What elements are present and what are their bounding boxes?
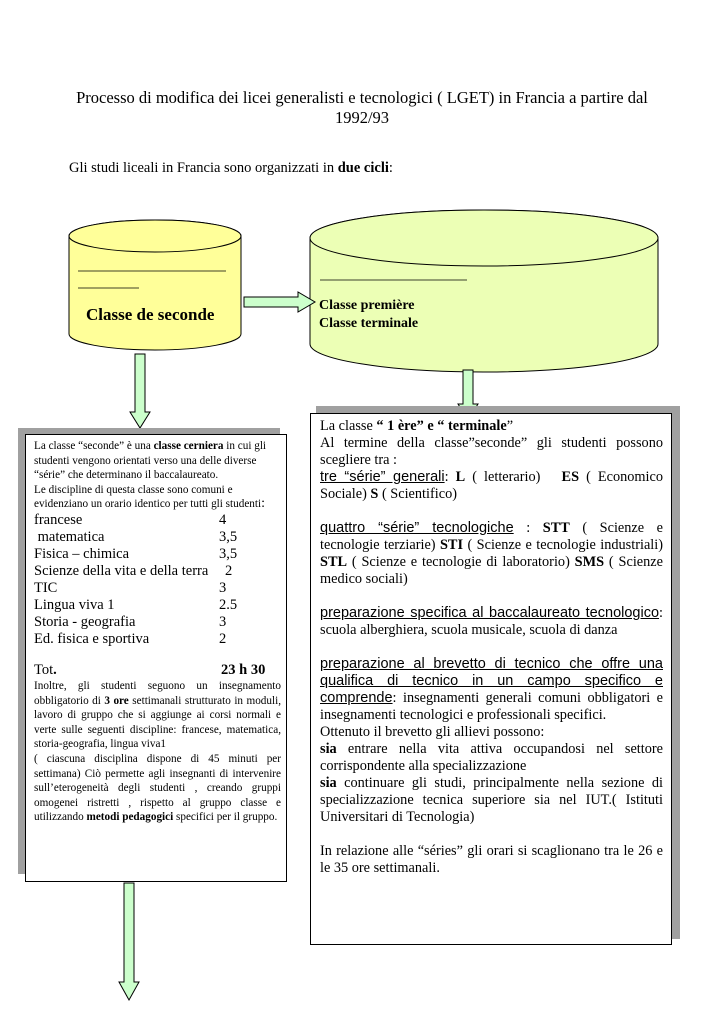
subject-row: Storia - geografia 3 [34,613,227,630]
intro-colon: : [388,160,393,176]
left-text-box [25,434,287,882]
arrow-down-bottom [119,883,139,1000]
intro-bold: due cicli [337,160,389,176]
cylinder-left [69,220,241,350]
page-title: Processo di modifica dei licei generalisti e tecnologici ( LGET) in Francia a partire dal 1992/93 [76,88,648,127]
cycle-right-line2: Classe terminale [319,316,419,331]
left-paragraph-2: Le discipline di questa classe sono comuni e evidenziano un orario identico per tutti gli studenti: [34,483,266,512]
subject-row: francese 4 [34,511,227,528]
right-text-box [310,413,672,945]
series-general: tre “série” generali: L ( letterario) ES ( Economico Sociale) S ( Scientifico) [320,469,663,502]
baccalaureate-prep: preparazione specifica al baccalaureato tecnologico: scuola alberghiera, scuola musicale, scuola di danza [320,605,663,638]
subject-row: Scienze della vita e della terra 2 [34,562,233,579]
arrow-down-left [130,354,150,428]
left-paragraph-3: Inoltre, gli studenti seguono un insegnamento obbligatorio di 3 ore settimanali strutturato in moduli, lavoro di gruppo che si aggiunge ai corsi normali e verte sulle seguenti discipline: francese, matematica, storia-geografia, lingua viva1 [34,679,281,751]
subject-row: Fisica – chimica 3,5 [34,545,238,562]
subject-row: TIC 3 [34,579,227,596]
cycle-right-line1: Classe première [319,298,415,313]
arrow-right [244,292,315,312]
series-technological: quattro “série” tecnologiche : STT ( Scienze e tecnologie terziarie) STI ( Scienze e tecnologie industriali) STL ( Scienze e tecnologie di laboratorio) SMS ( Scienze medico sociali) [320,520,664,587]
technician-certificate: preparazione al brevetto di tecnico che offre una qualifica di tecnico in un campo specifico e comprende: insegnamenti generali comuni obbligatori e insegnamenti tecnologici e professionali specifici. Ottenuto il brevetto gli allievi possono: sia entrare nella vita attiva occupandosi nel settore corrispondente alla specializzazione sia continuare gli studi, principalmente nella sezione di specializzazione tecnica superiore sia nel IUT.( Istituti Universitari di Tecnologia) [320,656,663,825]
intro-text-a: Gli studi liceali in Francia sono organizzati in [69,160,338,176]
right-intro: La classe “ 1 ère” e “ terminale” Al termine della classe”seconde” gli studenti possono scegliere tra : [320,418,663,468]
cycle-right-label [319,297,418,333]
total-row: Tot. 23 h 30 [34,661,266,678]
subject-row: Lingua viva 1 2.5 [34,596,238,613]
subject-list [34,512,281,648]
left-paragraph-4: ( ciascuna disciplina dispone di 45 minuti per settimana) Ciò permette agli insegnanti di intervenire sull’eterogeneità degli studenti , creando gruppi omogenei ristretti , rispetto al gruppo classe e utilizzando metodi pedagogici specifici per il gruppo. [34,752,281,824]
cylinder-right [310,210,658,372]
subject-row: Ed. fisica e sportiva 2 [34,630,227,647]
cycle-left-label: Classe de seconde [86,305,215,324]
weekly-hours-note: In relazione alle “séries” gli orari si scaglionano tra le 26 e le 35 ore settimanali. [320,843,663,876]
left-paragraph-1: La classe “seconde” è una classe cerniera in cui gli studenti vengono orientati verso una delle diverse “série” che determinano il baccalaureato. [34,440,267,482]
subject-row: matematica 3,5 [34,528,238,545]
